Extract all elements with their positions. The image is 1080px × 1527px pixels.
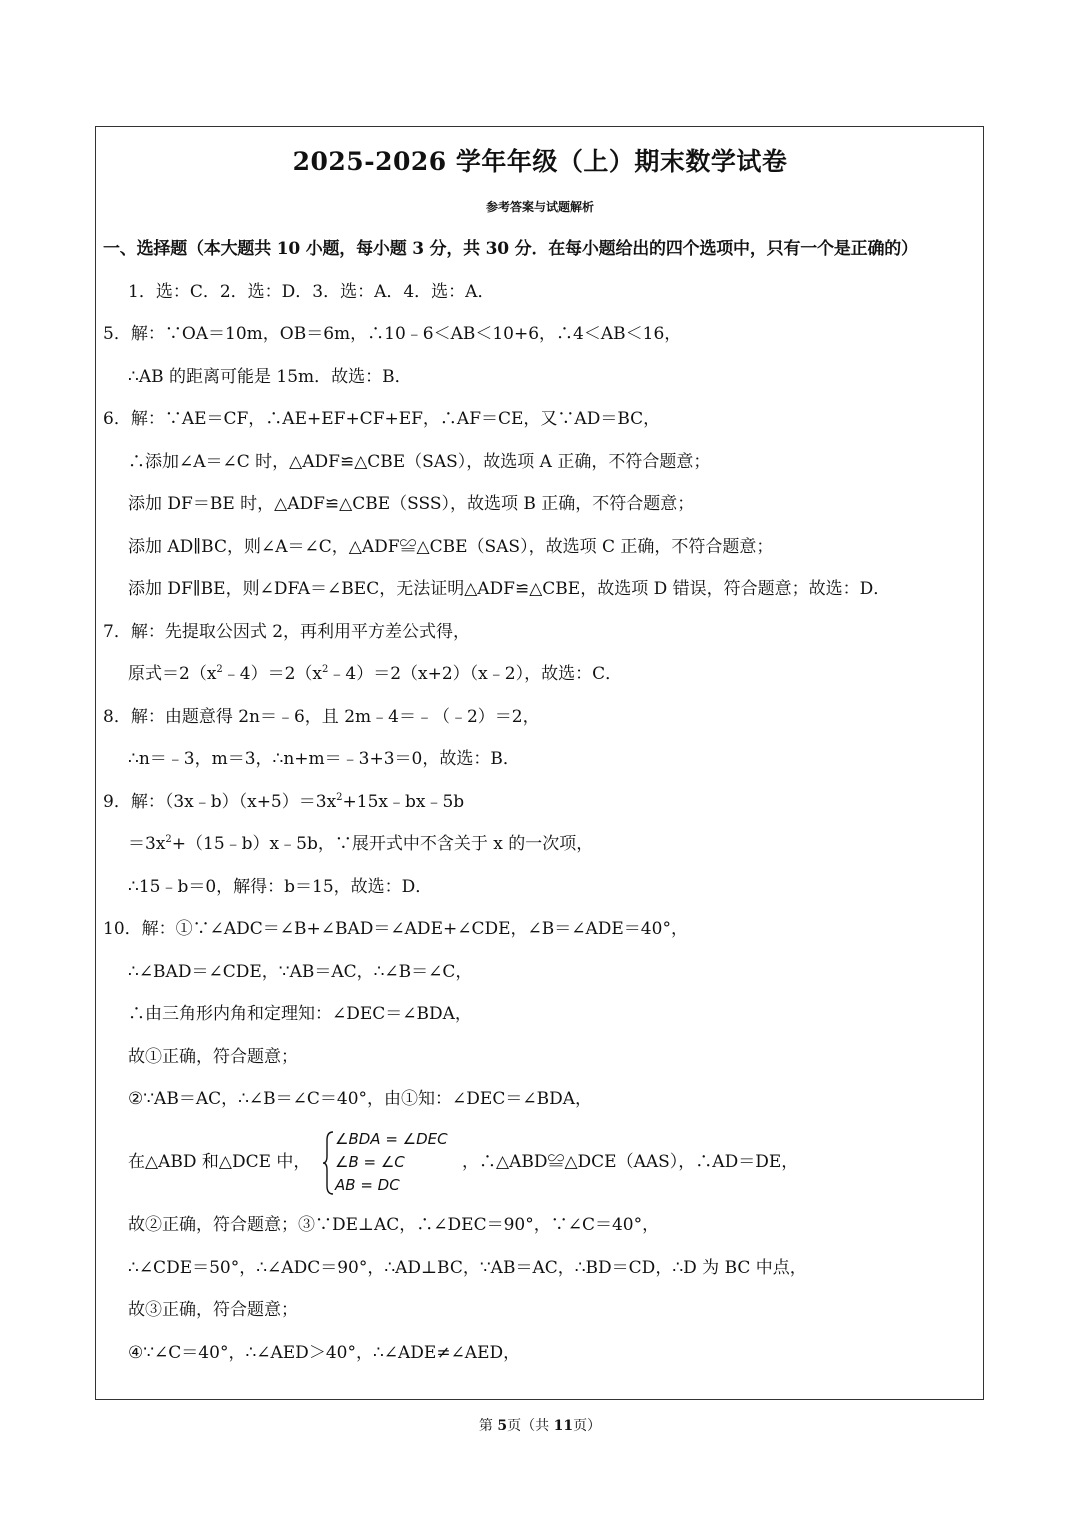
answer-line-7: 7．解：先提取公因式 2，再利用平方差公式得，: [103, 622, 471, 642]
answer-line-10b: ∴∠BAD＝∠CDE，∵AB＝AC，∴∠B＝∠C，: [128, 962, 473, 982]
page-number: 5: [497, 1418, 508, 1434]
exponent: 2: [322, 664, 329, 675]
equation-system: [323, 1130, 463, 1196]
answer-line-10i: 故③正确，符合题意；: [128, 1300, 298, 1320]
system-row-1: ∠BDA = ∠DEC: [335, 1130, 448, 1148]
expr-part: +（15﹣b）x﹣5b，∵展开式中不含关于 x 的一次项，: [171, 834, 594, 854]
answer-line-8b: ∴n＝﹣3，m＝3，∴n+m＝﹣3+3＝0，故选：B．: [128, 749, 520, 769]
answer-line-1-4: 1．选：C．2．选：D．3．选：A．4．选：A．: [128, 282, 495, 302]
expr-part: +15x﹣bx﹣5b: [342, 792, 465, 812]
answer-line-10j: ④∵∠C＝40°，∴∠AED＞40°，∴∠ADE≠∠AED，: [128, 1343, 521, 1363]
section-heading: 一、选择题（本大题共 10 小题，每小题 3 分，共 30 分．在每小题给出的四个选项中，只有一个是正确的）: [103, 239, 918, 259]
footer-middle: 页（共: [507, 1418, 554, 1434]
answer-line-6e: 添加 DF∥BE，则∠DFA＝∠BEC，无法证明△ADF≌△CBE，故选项 D 错误，符合题意；故选：D．: [128, 579, 891, 599]
exponent: 2: [336, 792, 343, 803]
answer-line-6d: 添加 AD∥BC，则∠A＝∠C，△ADF≌△CBE（SAS），故选项 C 正确，不符合题意；: [128, 537, 774, 557]
page-title: 2025-2026 学年年级（上）期末数学试卷: [292, 147, 788, 176]
answer-line-7b: [128, 662, 622, 686]
footer-suffix: 页）: [573, 1418, 602, 1434]
answer-line-10g: 故②正确，符合题意；③∵DE⊥AC，∴∠DEC＝90°，∵∠C＝40°，: [128, 1215, 660, 1235]
page-subtitle: 参考答案与试题解析: [485, 200, 594, 214]
answer-line-5: 5．解：∵OA＝10m，OB＝6m，∴10﹣6＜AB＜10+6，∴4＜AB＜16，: [103, 324, 682, 344]
answer-line-10h: ∴∠CDE＝50°，∴∠ADC＝90°，∴AD⊥BC，∵AB＝AC，∴BD＝CD，∴D 为 BC 中点，: [128, 1258, 807, 1278]
answer-line-10: 10．解：①∵∠ADC＝∠B+∠BAD＝∠ADE+∠CDE，∠B＝∠ADE＝40°，: [103, 919, 688, 939]
expr-part: ﹣4）＝2（x: [222, 664, 323, 684]
answer-line-5b: ∴AB 的距离可能是 15m．故选：B．: [128, 367, 412, 387]
answer-line-8: 8．解：由题意得 2n＝﹣6，且 2m﹣4＝﹣（﹣2）＝2，: [103, 707, 540, 727]
answer-line-10e: ②∵AB＝AC，∴∠B＝∠C＝40°，由①知：∠DEC＝∠BDA，: [128, 1089, 592, 1109]
expr-part: ＝3x: [128, 834, 166, 854]
page-footer: [0, 1415, 1080, 1435]
expr-part: ﹣4）＝2（x+2）（x﹣2），故选：C．: [328, 664, 623, 684]
exponent: 2: [216, 664, 223, 675]
page-total: 11: [553, 1418, 574, 1434]
answer-line-6: 6．解：∵AE＝CF，∴AE+EF+CF+EF，∴AF＝CE，又∵AD＝BC，: [103, 409, 661, 429]
answer-line-10d: 故①正确，符合题意；: [128, 1047, 298, 1067]
system-row-2: ∠B = ∠C: [335, 1153, 405, 1171]
footer-prefix: 第: [478, 1418, 498, 1434]
left-brace-icon: [323, 1130, 335, 1196]
answer-line-9b: [128, 832, 593, 856]
system-row-3: AB = DC: [335, 1176, 400, 1194]
answer-line-10f-prefix: 在△ABD 和△DCE 中，: [128, 1152, 311, 1172]
answer-line-6c: 添加 DF＝BE 时，△ADF≌△CBE（SSS），故选项 B 正确，不符合题意；: [128, 494, 695, 514]
answer-line-10c: ∴由三角形内角和定理知：∠DEC＝∠BDA，: [128, 1004, 472, 1024]
expr-part: 9．解：（3x﹣b）（x+5）＝3x: [103, 792, 337, 812]
answer-line-9c: ∴15﹣b＝0，解得：b＝15，故选：D．: [128, 877, 433, 897]
exponent: 2: [165, 834, 172, 845]
expr-part: 原式＝2（x: [128, 664, 217, 684]
answer-line-10f-suffix: ，∴△ABD≌△DCE（AAS），∴AD＝DE，: [462, 1152, 799, 1172]
answer-line-9: [103, 790, 464, 814]
answer-line-6b: ∴添加∠A＝∠C 时，△ADF≌△CBE（SAS），故选项 A 正确，不符合题意；: [128, 452, 711, 472]
